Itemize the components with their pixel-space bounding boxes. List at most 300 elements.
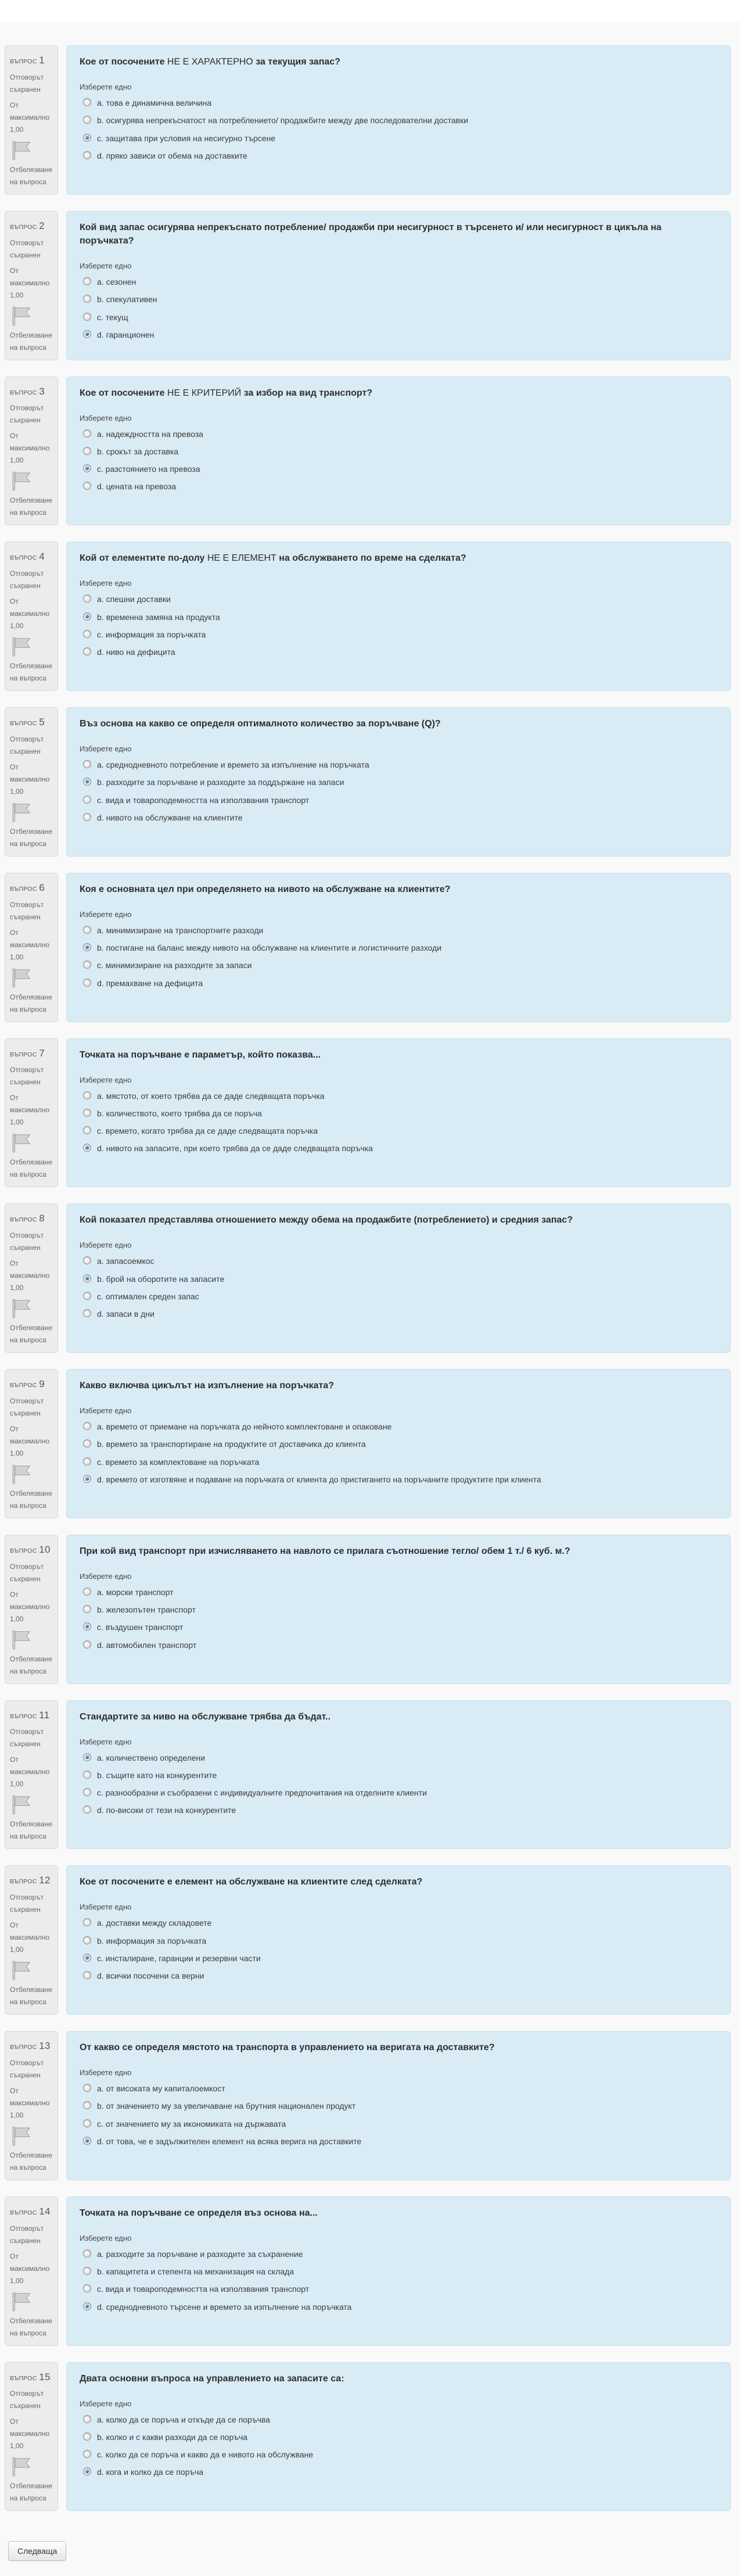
select-one-label: Изберете едно <box>80 1241 132 1250</box>
answer-option[interactable] <box>83 1970 717 1981</box>
answer-option-label: d. запаси в дни <box>97 1309 155 1319</box>
answer-options <box>80 1091 717 1154</box>
radio-button[interactable] <box>83 778 91 786</box>
question-content-panel <box>66 377 731 526</box>
question-number-label: ВЪПРОС 7 <box>10 1047 45 1059</box>
radio-button[interactable] <box>83 1954 91 1962</box>
radio-button[interactable] <box>83 1588 91 1596</box>
answer-option[interactable] <box>83 115 717 126</box>
question-block <box>5 2362 731 2511</box>
flag-question-link[interactable]: Отбелязване на въпроса <box>10 993 53 1013</box>
question-block <box>5 1203 731 1353</box>
radio-button[interactable] <box>83 1457 91 1466</box>
question-block <box>5 45 731 195</box>
answer-option-label: b. разходите за поръчване и разходите за поддържане на запаси <box>97 778 344 787</box>
radio-button[interactable] <box>83 2084 91 2092</box>
flag-question-link[interactable]: Отбелязване на въпроса <box>10 165 53 186</box>
answer-option[interactable] <box>83 2119 717 2129</box>
radio-button[interactable] <box>83 134 91 142</box>
radio-button[interactable] <box>83 1605 91 1613</box>
flag-question-link[interactable]: Отбелязване на въпроса <box>10 2316 53 2337</box>
answer-option[interactable] <box>83 759 717 770</box>
radio-button[interactable] <box>83 1439 91 1448</box>
question-status-text: Отговорът съхранен <box>10 1728 44 1749</box>
radio-button[interactable] <box>83 2137 91 2145</box>
question-content-panel <box>66 1700 731 1850</box>
radio-button[interactable] <box>83 2450 91 2458</box>
answer-option-label: b. информация за поръчката <box>97 1936 207 1946</box>
answer-option[interactable] <box>83 1474 717 1485</box>
question-status-text: Отговорът съхранен <box>10 1066 44 1087</box>
radio-button[interactable] <box>83 1144 91 1152</box>
answer-option[interactable] <box>83 943 717 953</box>
radio-button[interactable] <box>83 926 91 934</box>
answer-options <box>80 2083 717 2147</box>
radio-button[interactable] <box>83 277 91 285</box>
radio-button[interactable] <box>83 1640 91 1649</box>
radio-button[interactable] <box>83 2249 91 2258</box>
question-info-panel <box>5 2031 58 2180</box>
answer-option[interactable] <box>83 133 717 144</box>
question-status-text: Отговорът съхранен <box>10 1893 44 1914</box>
radio-button[interactable] <box>83 464 91 472</box>
radio-button[interactable] <box>83 2302 91 2310</box>
flag-icon[interactable] <box>10 1794 53 1816</box>
answer-option[interactable] <box>83 1953 717 1964</box>
flag-question-link[interactable]: Отбелязване на въпроса <box>10 1158 53 1179</box>
radio-button[interactable] <box>83 1771 91 1779</box>
question-content-panel <box>66 211 731 360</box>
question-title: Кой от елементите по-долу НЕ Е ЕЛЕМЕНТ на обслужването по време на сделката? <box>80 553 466 564</box>
question-status-text: Отговорът съхранен <box>10 1562 44 1583</box>
radio-button[interactable] <box>83 1936 91 1944</box>
answer-option[interactable] <box>83 1936 717 1946</box>
question-max-grade: От максимално 1,00 <box>10 101 50 134</box>
flag-question-link[interactable]: Отбелязване на въпроса <box>10 2482 53 2503</box>
answer-option[interactable] <box>83 446 717 457</box>
question-title: Коя е основната цел при определянето на нивото на обслужване на клиентите? <box>80 884 451 894</box>
answer-option-label: c. минимизиране на разходите за запаси <box>97 961 252 970</box>
select-one-label: Изберете едно <box>80 1737 132 1746</box>
question-block <box>5 377 731 526</box>
answer-option[interactable] <box>83 647 717 657</box>
question-info-panel <box>5 1369 58 1518</box>
answer-option[interactable] <box>83 98 717 108</box>
question-max-grade: От максимално 1,00 <box>10 266 50 299</box>
flag-question-link[interactable]: Отбелязване на въпроса <box>10 1654 53 1675</box>
answer-option[interactable] <box>83 777 717 787</box>
answer-option-label: d. премахване на дефицита <box>97 978 203 988</box>
question-max-grade: От максимално 1,00 <box>10 432 50 465</box>
select-one-label: Изберете едно <box>80 1903 132 1912</box>
flag-icon[interactable] <box>10 305 53 327</box>
answer-option-label: c. инсталиране, гаранции и резервни части <box>97 1953 261 1963</box>
question-max-grade: От максимално 1,00 <box>10 928 50 961</box>
answer-option[interactable] <box>83 612 717 622</box>
answer-option[interactable] <box>83 277 717 287</box>
question-max-grade: От максимално 1,00 <box>10 2417 50 2450</box>
question-max-grade: От максимално 1,00 <box>10 2086 50 2119</box>
radio-button[interactable] <box>83 1091 91 1099</box>
radio-button[interactable] <box>83 961 91 969</box>
answer-option[interactable] <box>83 2449 717 2460</box>
question-status-text: Отговорът съхранен <box>10 2058 44 2079</box>
question-content-panel <box>66 542 731 691</box>
question-info-panel <box>5 211 58 360</box>
select-one-label: Изберете едно <box>80 2233 132 2242</box>
question-title: Стандартите за ниво на обслужване трябва да бъдат.. <box>80 1711 331 1722</box>
answer-option-label: a. минимизиране на транспортните разходи <box>97 925 264 935</box>
question-title: Точката на поръчване се определя въз основа на... <box>80 2208 318 2218</box>
flag-icon[interactable] <box>10 2125 53 2147</box>
answer-option-label: d. от това, че е задължителен елемент на всяка верига на доставките <box>97 2136 362 2146</box>
radio-button[interactable] <box>83 330 91 338</box>
question-info-panel <box>5 1203 58 1353</box>
answer-option-label: b. осигурява непрекъснатост на потреблението/ продажбите между две последователни доставки <box>97 116 468 126</box>
question-max-grade: От максимално 1,00 <box>10 2252 50 2285</box>
question-title: При кой вид транспорт при изчисляването на навлото се прилага съотношение тегло/ обем 1 т./ 6 куб. м.? <box>80 1546 570 1556</box>
radio-button[interactable] <box>83 295 91 303</box>
question-block <box>5 2031 731 2180</box>
question-content-panel <box>66 1535 731 1684</box>
answer-option-label: a. запасоемкос <box>97 1256 155 1266</box>
question-max-grade: От максимално 1,00 <box>10 1921 50 1954</box>
answer-options <box>80 925 717 988</box>
radio-button[interactable] <box>83 1109 91 1117</box>
questions-list <box>5 45 731 2511</box>
answer-option[interactable] <box>83 464 717 474</box>
radio-button[interactable] <box>83 1918 91 1926</box>
question-max-grade: От максимално 1,00 <box>10 1424 50 1457</box>
next-button[interactable]: Следваща <box>8 2541 66 2561</box>
radio-button[interactable] <box>83 2119 91 2127</box>
select-one-label: Изберете едно <box>80 2068 132 2077</box>
answer-option-label: c. разнообразни и съобразени с индивидуалните предпочитания на отделните клиенти <box>97 1788 427 1798</box>
quiz-navigation <box>8 2541 731 2561</box>
answer-option-label: b. от значението му за увеличаване на брутния национален продукт <box>97 2101 356 2111</box>
answer-option-label: d. всички посочени са верни <box>97 1971 204 1980</box>
answer-option[interactable] <box>83 1770 717 1780</box>
question-max-grade: От максимално 1,00 <box>10 1259 50 1292</box>
answer-option[interactable] <box>83 1805 717 1815</box>
question-info-panel <box>5 2197 58 2346</box>
answer-option-label: a. количествено определени <box>97 1753 205 1762</box>
radio-button[interactable] <box>83 2284 91 2292</box>
answer-option[interactable] <box>83 329 717 340</box>
answer-option-label: c. вида и товароподемността на използвания транспорт <box>97 2284 310 2294</box>
answer-option[interactable] <box>83 1309 717 1319</box>
answer-options <box>80 277 717 340</box>
answer-option[interactable] <box>83 978 717 988</box>
answer-option-label: b. същите като на конкурентите <box>97 1770 217 1780</box>
select-one-label: Изберете едно <box>80 744 132 754</box>
flag-icon[interactable] <box>10 139 53 162</box>
select-one-label: Изберете едно <box>80 1075 132 1084</box>
answer-option-label: d. среднодневното търсене и времето за изпълнение на поръчката <box>97 2302 352 2312</box>
radio-button[interactable] <box>83 2467 91 2475</box>
answer-option-label: a. времето от приемане на поръчката до нейното комплектоване и опаковане <box>97 1422 392 1432</box>
answer-option[interactable] <box>83 1457 717 1467</box>
answer-option[interactable] <box>83 1421 717 1432</box>
radio-button[interactable] <box>83 151 91 159</box>
answer-option-label: d. цената на превоза <box>97 482 177 492</box>
answer-option[interactable] <box>83 429 717 439</box>
question-status-text: Отговорът съхранен <box>10 238 44 259</box>
answer-option[interactable] <box>83 1256 717 1266</box>
answer-option[interactable] <box>83 2249 717 2259</box>
question-block <box>5 1369 731 1518</box>
radio-button[interactable] <box>83 482 91 490</box>
answer-option[interactable] <box>83 960 717 970</box>
question-max-grade: От максимално 1,00 <box>10 1590 50 1623</box>
radio-button[interactable] <box>83 2432 91 2441</box>
question-info-panel <box>5 707 58 857</box>
answer-option[interactable] <box>83 2266 717 2277</box>
answer-option[interactable] <box>83 1753 717 1763</box>
answer-option-label: c. времето за комплектоване на поръчката <box>97 1457 260 1467</box>
answer-option[interactable] <box>83 2136 717 2147</box>
answer-option[interactable] <box>83 481 717 492</box>
radio-button[interactable] <box>83 594 91 603</box>
question-number-label: ВЪПРОС 8 <box>10 1213 45 1224</box>
answer-option[interactable] <box>83 2302 717 2312</box>
answer-option[interactable] <box>83 1291 717 1302</box>
answer-option-label: d. нивото на запасите, при което трябва да се даде следващата поръчка <box>97 1144 373 1153</box>
question-number-label: ВЪПРОС 4 <box>10 551 45 563</box>
answer-option[interactable] <box>83 2467 717 2477</box>
answer-option[interactable] <box>83 1091 717 1101</box>
flag-icon[interactable] <box>10 1463 53 1485</box>
answer-option-label: b. срокът за доставка <box>97 446 179 456</box>
radio-button[interactable] <box>83 943 91 951</box>
answer-option-label: a. надеждността на превоза <box>97 429 203 439</box>
answer-option[interactable] <box>83 1587 717 1597</box>
answer-option-label: a. от високата му капиталоемкост <box>97 2084 225 2094</box>
question-number-label: ВЪПРОС 15 <box>10 2371 51 2382</box>
answer-options <box>80 429 717 492</box>
question-title: Кое от посочените е елемент на обслужване на клиентите след сделката? <box>80 1877 423 1887</box>
question-number-label: ВЪПРОС 10 <box>10 1543 51 1555</box>
answer-option[interactable] <box>83 294 717 304</box>
answer-option-label: b. капацитета и степента на механизация на склада <box>97 2267 294 2277</box>
answer-option-label: b. постигане на баланс между нивото на обслужване на клиентите и логистичните разходи <box>97 943 442 953</box>
question-content-panel <box>66 1038 731 1188</box>
select-one-label: Изберете едно <box>80 261 132 271</box>
question-info-panel <box>5 1700 58 1850</box>
radio-button[interactable] <box>83 313 91 321</box>
flag-icon[interactable] <box>10 2456 53 2478</box>
radio-button[interactable] <box>83 1309 91 1317</box>
answer-option[interactable] <box>83 1787 717 1798</box>
answer-option[interactable] <box>83 2083 717 2094</box>
question-content-panel <box>66 1203 731 1353</box>
question-content-panel <box>66 1369 731 1518</box>
radio-button[interactable] <box>83 760 91 768</box>
answer-option[interactable] <box>83 2414 717 2425</box>
question-info-panel <box>5 1535 58 1684</box>
question-content-panel <box>66 2031 731 2180</box>
radio-button[interactable] <box>83 2267 91 2275</box>
radio-button[interactable] <box>83 1256 91 1264</box>
flag-icon[interactable] <box>10 1629 53 1651</box>
question-title: Какво включва цикълът на изпълнение на поръчката? <box>80 1381 334 1391</box>
select-one-label: Изберете едно <box>80 909 132 919</box>
answer-option[interactable] <box>83 1143 717 1153</box>
answer-option[interactable] <box>83 812 717 823</box>
radio-button[interactable] <box>83 2101 91 2109</box>
radio-button[interactable] <box>83 1422 91 1430</box>
question-status-text: Отговорът съхранен <box>10 735 44 755</box>
answer-option[interactable] <box>83 312 717 323</box>
flag-question-link[interactable]: Отбелязване на въпроса <box>10 1820 53 1841</box>
answer-option-label: a. спешни доставки <box>97 594 171 604</box>
answer-option-label: d. нивото на обслужване на клиентите <box>97 812 243 822</box>
radio-button[interactable] <box>83 813 91 821</box>
select-one-label: Изберете едно <box>80 83 132 92</box>
radio-button[interactable] <box>83 979 91 987</box>
answer-option-label: d. пряко зависи от обема на доставките <box>97 151 247 160</box>
question-info-panel <box>5 1865 58 2015</box>
answer-option-label: d. времето от изготвяне и подаване на поръчката от клиента до пристигането на поръчаните продуктите при клиента <box>97 1474 541 1484</box>
answer-option[interactable] <box>83 629 717 640</box>
question-max-grade: От максимално 1,00 <box>10 1094 50 1127</box>
select-one-label: Изберете едно <box>80 413 132 422</box>
answer-option-label: d. ниво на дефицита <box>97 647 175 657</box>
flag-icon[interactable] <box>10 1132 53 1154</box>
flag-icon[interactable] <box>10 1298 53 1320</box>
question-status-text: Отговорът съхранен <box>10 404 44 425</box>
radio-button[interactable] <box>83 1126 91 1134</box>
answer-options <box>80 1421 717 1485</box>
flag-question-link[interactable]: Отбелязване на въпроса <box>10 662 53 682</box>
radio-button[interactable] <box>83 647 91 655</box>
answer-options <box>80 1753 717 1816</box>
flag-question-link[interactable]: Отбелязване на въпроса <box>10 496 53 517</box>
select-one-label: Изберете едно <box>80 579 132 588</box>
question-title: Кой вид запас осигурява непрекъснато потребление/ продажби при несигурност в търсенето и/ или несигурност в цикъла на поръчката? <box>80 222 662 246</box>
answer-option[interactable] <box>83 1126 717 1136</box>
answer-option[interactable] <box>83 2284 717 2294</box>
answer-option-label: a. това е динамична величина <box>97 98 212 108</box>
question-number-label: ВЪПРОС 12 <box>10 1875 51 1886</box>
flag-question-link[interactable]: Отбелязване на въпроса <box>10 331 53 352</box>
question-block <box>5 542 731 691</box>
radio-button[interactable] <box>83 1971 91 1979</box>
radio-button[interactable] <box>83 98 91 106</box>
radio-button[interactable] <box>83 1475 91 1483</box>
answer-option[interactable] <box>83 1604 717 1615</box>
question-content-panel <box>66 45 731 195</box>
answer-option[interactable] <box>83 795 717 805</box>
answer-option-label: a. среднодневното потребление и времето за изпълнение на поръчката <box>97 760 369 770</box>
answer-option-label: d. автомобилен транспорт <box>97 1640 197 1650</box>
answer-option-label: b. железопътен транспорт <box>97 1605 196 1615</box>
radio-button[interactable] <box>83 796 91 804</box>
answer-option[interactable] <box>83 594 717 604</box>
answer-option[interactable] <box>83 925 717 936</box>
flag-icon[interactable] <box>10 1959 53 1982</box>
answer-option[interactable] <box>83 1640 717 1650</box>
question-status-text: Отговорът съхранен <box>10 569 44 590</box>
answer-option-label: b. спекулативен <box>97 295 157 304</box>
question-info-panel <box>5 873 58 1022</box>
question-title: Точката на поръчване е параметър, който показва... <box>80 1049 321 1060</box>
flag-icon[interactable] <box>10 636 53 658</box>
answer-option[interactable] <box>83 1918 717 1928</box>
radio-button[interactable] <box>83 116 91 124</box>
question-max-grade: От максимално 1,00 <box>10 1755 50 1789</box>
select-one-label: Изберете едно <box>80 1571 132 1581</box>
answer-option[interactable] <box>83 151 717 161</box>
answer-option[interactable] <box>83 1108 717 1119</box>
radio-button[interactable] <box>83 1274 91 1282</box>
flag-question-link[interactable]: Отбелязване на въпроса <box>10 2151 53 2172</box>
answer-option-label: c. вида и товароподемността на използвания транспорт <box>97 795 310 805</box>
radio-button[interactable] <box>83 1622 91 1631</box>
question-max-grade: От максимално 1,00 <box>10 762 50 796</box>
question-content-panel <box>66 873 731 1022</box>
radio-button[interactable] <box>83 1753 91 1761</box>
answer-option[interactable] <box>83 2432 717 2442</box>
question-status-text: Отговорът съхранен <box>10 73 44 94</box>
flag-question-link[interactable]: Отбелязване на въпроса <box>10 1324 53 1344</box>
answer-option-label: b. количеството, което трябва да се поръча <box>97 1108 262 1118</box>
answer-option-label: a. разходите за поръчване и разходите за съхранение <box>97 2249 303 2259</box>
radio-button[interactable] <box>83 1788 91 1796</box>
question-info-panel <box>5 45 58 195</box>
answer-option[interactable] <box>83 1274 717 1284</box>
flag-icon[interactable] <box>10 2291 53 2313</box>
question-title: Кое от посочените НЕ Е КРИТЕРИЙ за избор на вид транспорт? <box>80 388 373 398</box>
answer-option[interactable] <box>83 1439 717 1449</box>
flag-icon[interactable] <box>10 470 53 492</box>
radio-button[interactable] <box>83 1292 91 1300</box>
radio-button[interactable] <box>83 2415 91 2423</box>
radio-button[interactable] <box>83 612 91 621</box>
question-number-label: ВЪПРОС 5 <box>10 716 45 728</box>
radio-button[interactable] <box>83 1805 91 1814</box>
radio-button[interactable] <box>83 429 91 438</box>
answer-option-label: b. колко и с какви разходи да се поръча <box>97 2432 248 2442</box>
answer-option-label: c. времето, когато трябва да се даде следващата поръчка <box>97 1126 318 1136</box>
flag-icon[interactable] <box>10 801 53 823</box>
answer-option-label: c. разстоянието на превоза <box>97 464 200 474</box>
question-title: Кое от посочените НЕ Е ХАРАКТЕРНО за текущия запас? <box>80 57 340 67</box>
answer-option-label: d. гаранционен <box>97 329 155 339</box>
answer-option-label: a. морски транспорт <box>97 1587 174 1597</box>
question-max-grade: От максимално 1,00 <box>10 597 50 630</box>
answer-option[interactable] <box>83 2101 717 2111</box>
radio-button[interactable] <box>83 447 91 455</box>
quiz-page <box>0 22 740 2576</box>
flag-question-link[interactable]: Отбелязване на въпроса <box>10 827 53 848</box>
question-block <box>5 1700 731 1850</box>
question-block <box>5 1535 731 1684</box>
flag-question-link[interactable]: Отбелязване на въпроса <box>10 1489 53 1510</box>
answer-options <box>80 1587 717 1650</box>
answer-option-label: c. защитава при условия на несигурно търсене <box>97 133 276 143</box>
flag-icon[interactable] <box>10 967 53 989</box>
flag-question-link[interactable]: Отбелязване на въпроса <box>10 1986 53 2006</box>
select-one-label: Изберете едно <box>80 2399 132 2408</box>
answer-option[interactable] <box>83 1622 717 1632</box>
question-number-label: ВЪПРОС 6 <box>10 882 45 893</box>
question-number-label: ВЪПРОС 3 <box>10 385 45 397</box>
question-title: Кой показател представлява отношението между обема на продажбите (потреблението) и средния запас? <box>80 1215 573 1226</box>
answer-option-label: c. оптимален среден запас <box>97 1291 199 1301</box>
answer-option-label: c. въздушен транспорт <box>97 1622 184 1632</box>
radio-button[interactable] <box>83 630 91 638</box>
